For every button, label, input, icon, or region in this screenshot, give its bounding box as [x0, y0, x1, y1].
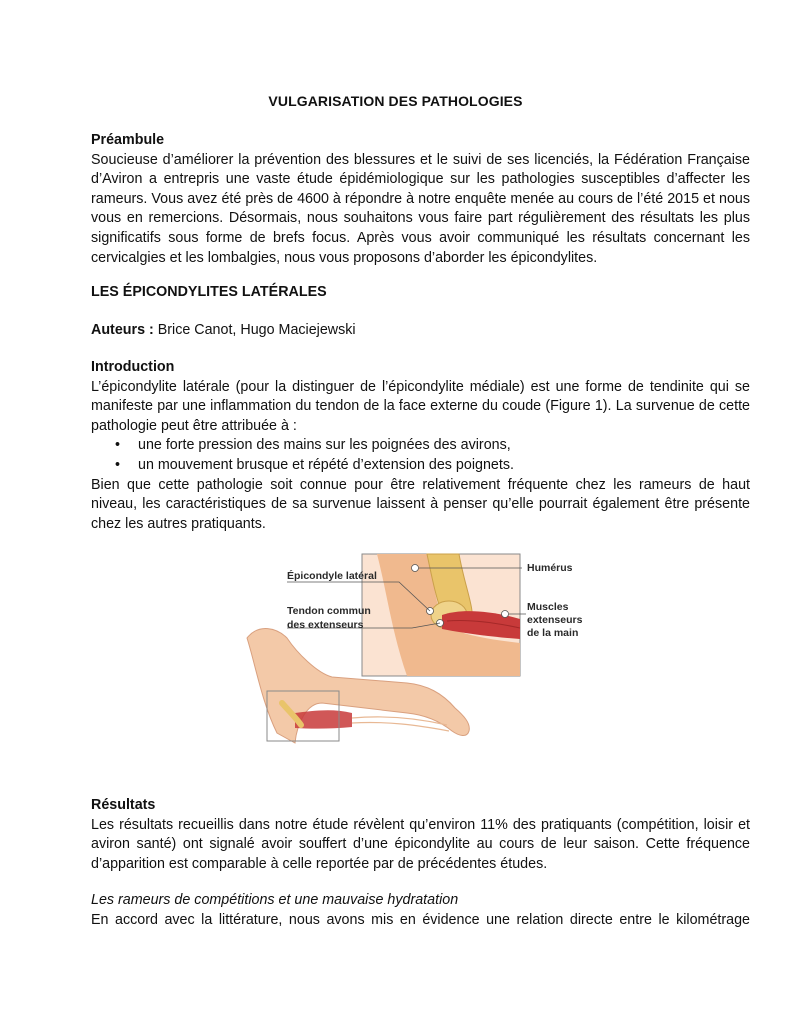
label-epicondyle: Épicondyle latéral	[287, 570, 377, 582]
cause-list	[91, 436, 750, 475]
bullet-icon: •	[115, 456, 121, 473]
preambule-heading: Préambule	[91, 132, 165, 148]
authors-label: Auteurs :	[91, 322, 154, 338]
label-tendon-line2: des extenseurs	[287, 619, 364, 631]
label-muscles-line1: Muscles	[527, 601, 569, 613]
document-title: VULGARISATION DES PATHOLOGIES	[268, 93, 523, 109]
competitions-heading: Les rameurs de compétitions et une mauvaise hydratation	[91, 892, 459, 908]
introduction-body: L’épicondylite latérale (pour la distinguer de l’épicondylite médiale) est une forme de tendinite qui se manifeste par une inflammation du tendon de la face externe du coude (Figure 1). La survenue de cette pathologie peut être attribuée à :	[91, 378, 750, 434]
preambule-body: Soucieuse d’améliorer la prévention des blessures et le suivi de ses licenciés, la Fédération Française d’Aviron a entrepris une vaste étude épidémiologique sur les pathologies susceptibles d’affecter les rameurs. Vous avez été près de 4600 à répondre à notre enquête menée au cours de l’été 2015 et nous vous en remercions. Désormais, nous souhaitons vous faire part régulièrement des résultats les plus significatifs sous forme de brefs focus. Après vous avoir communiqué les résultats concernant les cervicalgies et les lombalgies, nous vous proposons d’aborder les épicondylites.	[91, 151, 750, 266]
label-tendon-line1: Tendon commun	[287, 605, 371, 617]
resultats-heading: Résultats	[91, 797, 156, 813]
competitions-body: En accord avec la littérature, nous avons mis en évidence une relation directe entre le kilométrage	[91, 911, 750, 928]
preambule-section	[91, 131, 750, 268]
label-humerus: Humérus	[527, 562, 573, 574]
authors-names: Brice Canot, Hugo Maciejewski	[153, 322, 356, 338]
introduction-heading: Introduction	[91, 359, 175, 375]
introduction-section	[91, 358, 750, 534]
list-item	[91, 456, 750, 476]
resultats-section	[91, 796, 750, 874]
authors-line	[91, 321, 750, 341]
section-title: LES ÉPICONDYLITES LATÉRALES	[91, 284, 327, 300]
elbow-inset	[362, 554, 520, 676]
bullet-icon: •	[115, 437, 121, 454]
resultats-body: Les résultats recueillis dans notre étude révèlent qu’environ 11% des pratiquants (compétition, loisir et aviron santé) ont signalé avoir souffert d’une épicondylite au cours de leur saison. Cette fréquence d’apparition est comparable à celle reportée par de précédentes études.	[91, 816, 750, 872]
label-muscles-line3: de la main	[527, 627, 579, 639]
list-item-text: un mouvement brusque et répété d’extension des poignets.	[138, 456, 514, 473]
competitions-section	[91, 891, 750, 930]
introduction-after: Bien que cette pathologie soit connue pour être relativement fréquente chez les rameurs de haut niveau, les caractéristiques de sa survenue laissent à penser qu’elle pourrait également être présente chez les autres pratiquants.	[91, 476, 750, 532]
list-item-text: une forte pression des mains sur les poignées des avirons,	[138, 437, 511, 454]
list-item	[91, 436, 750, 456]
label-muscles-line2: extenseurs	[527, 614, 583, 626]
elbow-anatomy-figure	[237, 553, 597, 749]
